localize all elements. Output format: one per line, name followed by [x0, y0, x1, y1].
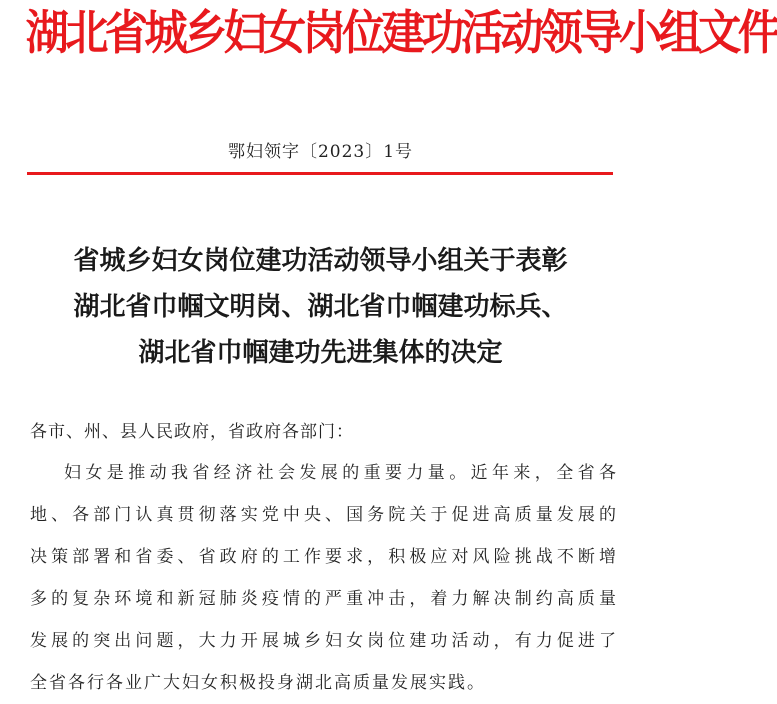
- document-title: [0, 238, 641, 376]
- paragraph-line: 决策部署和省委、省政府的工作要求，积极应对风险挑战不断增: [30, 547, 616, 567]
- paragraph-line: 多的复杂环境和新冠肺炎疫情的严重冲击，着力解决制约高质量: [30, 589, 616, 609]
- paragraph-line: 妇女是推动我省经济社会发展的重要力量。近年来，全省各: [64, 463, 616, 483]
- paragraph-line: 全省各行各业广大妇女积极投身湖北高质量发展实践。: [30, 673, 486, 693]
- document-masthead: 湖北省城乡妇女岗位建功活动领导小组文件: [25, 6, 777, 61]
- paragraph-line: 发展的突出问题，大力开展城乡妇女岗位建功活动，有力促进了: [30, 631, 616, 651]
- document-number: 鄂妇领字〔2023〕1号: [227, 142, 414, 162]
- title-line-2: 湖北省巾帼文明岗、湖北省巾帼建功标兵、: [73, 292, 568, 322]
- title-line-1: 省城乡妇女岗位建功活动领导小组关于表彰: [73, 246, 568, 276]
- title-line-3: 湖北省巾帼建功先进集体的决定: [138, 338, 503, 368]
- body-paragraph: [30, 452, 616, 704]
- salutation: 各市、州、县人民政府，省政府各部门：: [30, 422, 354, 442]
- paragraph-line: 地、各部门认真贯彻落实党中央、国务院关于促进高质量发展的: [30, 505, 616, 525]
- red-divider-line: [27, 172, 613, 175]
